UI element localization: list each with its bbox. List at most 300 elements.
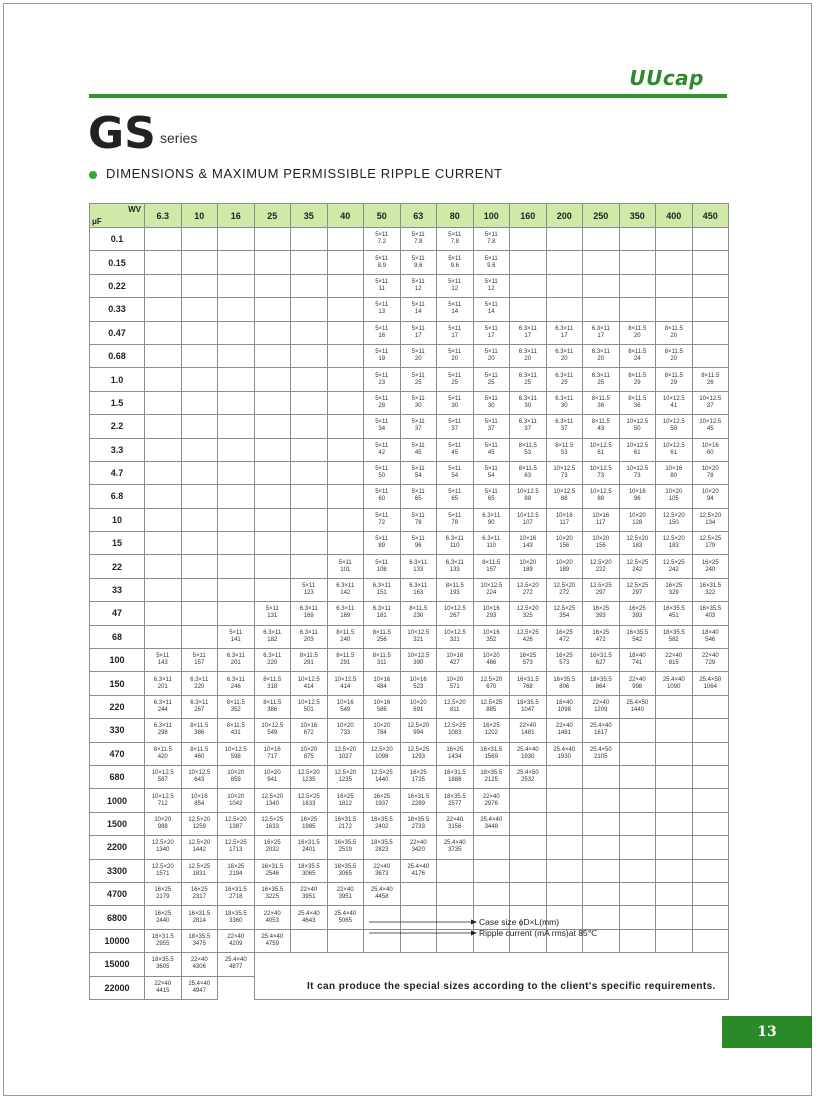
ripple-current: 1985 (302, 823, 316, 830)
ripple-current: 875 (303, 753, 314, 760)
case-size: 5×11 (411, 442, 425, 449)
spec-cell (327, 836, 364, 859)
voltage-header-row (90, 204, 729, 228)
ripple-current: 73 (633, 473, 641, 480)
spec-cell (473, 228, 510, 251)
ripple-current: 182 (267, 636, 278, 643)
empty-cell (327, 391, 364, 414)
case-size: 16×25 (555, 653, 573, 660)
case-size: 8×11.5 (555, 442, 574, 449)
case-size: 12.5×20 (297, 770, 320, 777)
ripple-current: 17 (451, 332, 459, 339)
case-size: 5×11 (411, 512, 425, 519)
ripple-current: 230 (413, 613, 424, 620)
empty-cell (327, 461, 364, 484)
ripple-current: 242 (668, 566, 679, 573)
ripple-current: 1633 (265, 823, 279, 830)
spec-cell (145, 882, 182, 905)
ripple-current: 3951 (338, 894, 352, 901)
spec-cell (254, 812, 291, 835)
ripple-current: 386 (194, 730, 205, 737)
ripple-current: 501 (303, 707, 314, 713)
ripple-current: 96 (414, 543, 422, 550)
table-row (90, 882, 729, 905)
case-size: 8×11.5 (190, 746, 209, 753)
ripple-current: 78 (414, 519, 422, 526)
ripple-current: 2976 (484, 800, 498, 807)
case-size: 5×11 (375, 325, 389, 332)
empty-cell (181, 438, 218, 461)
case-size: 10×12.5 (261, 723, 284, 730)
legend (367, 915, 597, 941)
case-size: 5×11 (302, 583, 316, 590)
ripple-current: 1340 (265, 800, 279, 807)
spec-cell (692, 508, 729, 531)
empty-cell (510, 882, 547, 905)
spec-cell (291, 695, 328, 718)
spec-cell (145, 695, 182, 718)
case-size: 5×11 (484, 232, 498, 239)
case-size: 10×16 (336, 700, 354, 706)
spec-cell (327, 649, 364, 672)
table-row (90, 789, 729, 812)
case-size: 5×11 (375, 442, 389, 449)
empty-cell (327, 274, 364, 297)
case-size: 8×11.5 (591, 419, 610, 426)
spec-cell (364, 485, 401, 508)
capacitance-cell: 68 (90, 625, 145, 648)
spec-cell (181, 695, 218, 718)
spec-cell (619, 649, 656, 672)
capacitance-cell: 220 (90, 695, 145, 718)
voltage-header: 50 (364, 204, 401, 228)
ripple-current: 1293 (411, 753, 425, 760)
ripple-current: 4176 (411, 870, 425, 877)
ripple-current: 1202 (484, 730, 498, 737)
ripple-current: 37 (414, 426, 422, 433)
spec-cell (364, 251, 401, 274)
ripple-current: 157 (486, 566, 497, 573)
empty-cell (583, 789, 620, 812)
ripple-current: 691 (413, 707, 424, 713)
case-size: 18×35.5 (151, 957, 174, 964)
case-size: 5×11 (484, 372, 498, 379)
case-size: 5×11 (448, 255, 462, 262)
ripple-current: 472 (559, 636, 570, 643)
ripple-current: 854 (194, 800, 205, 807)
case-size: 10×12.5 (589, 489, 612, 496)
ripple-current: 3475 (192, 940, 206, 947)
spec-cell (583, 438, 620, 461)
spec-cell (437, 836, 474, 859)
ripple-current: 1209 (594, 707, 608, 713)
ripple-current: 5065 (338, 917, 352, 924)
empty-cell (254, 438, 291, 461)
empty-cell (181, 578, 218, 601)
empty-cell (291, 251, 328, 274)
case-size: 12.5×20 (334, 770, 357, 777)
spec-cell (437, 672, 474, 695)
spec-cell (364, 532, 401, 555)
empty-cell (510, 859, 547, 882)
spec-cell (364, 391, 401, 414)
empty-cell (692, 765, 729, 788)
spec-cell (364, 812, 401, 835)
empty-cell (400, 882, 437, 905)
empty-cell (291, 415, 328, 438)
spec-cell (583, 578, 620, 601)
case-size: 18×35.5 (188, 933, 211, 940)
ripple-current: 72 (378, 519, 386, 526)
ripple-current: 7.8 (487, 239, 496, 246)
spec-cell (583, 672, 620, 695)
case-size: 8×11.5 (263, 676, 282, 683)
spec-cell (692, 438, 729, 461)
ripple-current: 427 (449, 660, 460, 667)
ripple-current: 193 (449, 590, 460, 597)
spec-cell (692, 578, 729, 601)
spec-cell (364, 882, 401, 905)
ripple-current: 321 (449, 636, 460, 643)
case-size: 5×11 (411, 489, 425, 496)
ripple-current: 17 (597, 332, 605, 339)
ripple-current: 352 (230, 707, 241, 713)
case-size: 10×20 (555, 559, 573, 566)
legend-case-size: Case size ϕD×L(mm) (479, 917, 560, 927)
case-size: 5×11 (411, 419, 425, 426)
empty-cell (254, 344, 291, 367)
case-size: 6.3×11 (555, 372, 574, 379)
case-size: 10×16 (446, 653, 464, 660)
capacitance-cell: 2200 (90, 836, 145, 859)
ripple-current: 42 (378, 449, 386, 456)
case-size: 12.5×25 (662, 559, 685, 566)
spec-cell (218, 695, 255, 718)
empty-cell (181, 228, 218, 251)
case-size: 8×11.5 (263, 700, 282, 706)
case-size: 16×31.5 (699, 583, 722, 590)
empty-cell (254, 485, 291, 508)
ripple-current: 29 (633, 379, 641, 386)
empty-cell (145, 321, 182, 344)
case-size: 10×12.5 (553, 489, 576, 496)
ripple-current: 3225 (265, 894, 279, 901)
spec-cell (583, 415, 620, 438)
ripple-current: 201 (157, 683, 168, 690)
case-size: 8×11.5 (409, 606, 428, 613)
empty-cell (546, 859, 583, 882)
ripple-current: 17 (524, 332, 532, 339)
ripple-current: 3605 (156, 964, 170, 971)
ripple-current: 30 (524, 402, 532, 409)
ripple-current: 2317 (192, 894, 206, 901)
ripple-current: 329 (668, 590, 679, 597)
case-size: 10×16 (701, 442, 719, 449)
empty-cell (254, 508, 291, 531)
spec-cell (656, 602, 693, 625)
spec-cell (400, 625, 437, 648)
empty-cell (692, 274, 729, 297)
case-size: 12.5×25 (443, 723, 466, 730)
ripple-current: 7.8 (414, 239, 423, 246)
capacitance-cell: 10 (90, 508, 145, 531)
spec-cell (327, 789, 364, 812)
case-size: 16×25 (227, 863, 245, 870)
case-size: 5×11 (411, 395, 425, 402)
empty-cell (291, 555, 328, 578)
case-size: 25.4×40 (553, 746, 576, 753)
spec-cell (145, 859, 182, 882)
ripple-current: 670 (486, 683, 497, 690)
empty-cell (254, 298, 291, 321)
case-size: 25.4×50 (699, 676, 722, 683)
case-size: 12.5×25 (407, 746, 430, 753)
case-size: 10×20 (592, 536, 610, 543)
case-size: 12.5×20 (370, 746, 393, 753)
ripple-current: 2532 (521, 777, 535, 784)
empty-cell (181, 321, 218, 344)
case-size: 8×11.5 (518, 466, 537, 473)
spec-cell (619, 461, 656, 484)
table-row (90, 742, 729, 765)
spec-cell (692, 602, 729, 625)
ripple-current: 108 (376, 566, 387, 573)
ripple-current: 150 (668, 519, 679, 526)
capacitance-cell: 100 (90, 649, 145, 672)
ripple-current: 712 (157, 800, 168, 807)
empty-cell (656, 929, 693, 952)
spec-cell (400, 344, 437, 367)
ripple-current: 94 (706, 496, 714, 503)
case-size: 8×11.5 (628, 372, 647, 379)
ripple-current: 1930 (557, 753, 571, 760)
spec-cell (510, 672, 547, 695)
ripple-current: 1569 (484, 753, 498, 760)
spec-cell (254, 929, 291, 952)
empty-cell (181, 344, 218, 367)
ripple-current: 142 (340, 590, 351, 597)
capacitance-cell: 680 (90, 765, 145, 788)
ripple-current: 431 (230, 730, 241, 737)
empty-cell (546, 836, 583, 859)
ripple-current: 1812 (338, 800, 352, 807)
ripple-current: 20 (633, 332, 641, 339)
spec-cell (583, 625, 620, 648)
ripple-current: 451 (668, 613, 679, 620)
case-size: 8×11.5 (299, 653, 318, 660)
ripple-current: 267 (449, 613, 460, 620)
voltage-header: 16 (218, 204, 255, 228)
case-size: 22×40 (154, 980, 172, 987)
spec-cell (473, 695, 510, 718)
spec-cell (546, 438, 583, 461)
spec-cell (364, 672, 401, 695)
spec-cell (546, 555, 583, 578)
empty-cell (181, 508, 218, 531)
ripple-current: 17 (414, 332, 422, 339)
empty-cell (327, 251, 364, 274)
ripple-current: 60 (378, 496, 386, 503)
spec-cell (473, 485, 510, 508)
case-size: 18×40 (701, 629, 719, 636)
case-size: 25.4×40 (407, 863, 430, 870)
case-size: 12.5×20 (480, 676, 503, 683)
capacitance-cell: 2.2 (90, 415, 145, 438)
empty-cell (619, 765, 656, 788)
spec-cell (510, 625, 547, 648)
capacitance-cell: 47 (90, 602, 145, 625)
case-size: 6.3×11 (518, 372, 537, 379)
case-size: 5×11 (448, 489, 462, 496)
case-size: 6.3×11 (153, 676, 172, 683)
spec-cell (400, 485, 437, 508)
ripple-current: 54 (414, 473, 422, 480)
case-size: 6.3×11 (409, 583, 428, 590)
ripple-current: 3360 (229, 917, 243, 924)
spec-cell (364, 555, 401, 578)
case-size: 8×11.5 (336, 629, 355, 636)
table-row (90, 672, 729, 695)
spec-cell (181, 789, 218, 812)
spec-cell (546, 742, 583, 765)
ripple-current: 50 (378, 473, 386, 480)
spec-cell (619, 415, 656, 438)
case-size: 22×40 (482, 793, 500, 800)
ripple-current: 2577 (448, 800, 462, 807)
case-size: 12.5×20 (699, 512, 722, 519)
ripple-current: 54 (487, 473, 495, 480)
capacitance-cell: 330 (90, 719, 145, 742)
ripple-current: 80 (670, 473, 678, 480)
case-size: 16×35.5 (699, 606, 722, 613)
spec-cell (437, 695, 474, 718)
spec-cell (583, 719, 620, 742)
empty-cell (145, 251, 182, 274)
spec-cell (437, 508, 474, 531)
case-size: 5×11 (375, 232, 389, 239)
empty-cell (254, 274, 291, 297)
case-size: 12.5×20 (188, 840, 211, 847)
case-size: 8×11.5 (628, 325, 647, 332)
case-size: 6.3×11 (591, 349, 610, 356)
spec-cell (327, 742, 364, 765)
ripple-current: 65 (487, 496, 495, 503)
case-size: 6.3×11 (555, 419, 574, 426)
spec-cell (364, 859, 401, 882)
empty-cell (546, 228, 583, 251)
case-size: 5×11 (411, 536, 425, 543)
ripple-current: 50 (633, 426, 641, 433)
ripple-current: 2125 (484, 777, 498, 784)
spec-cell (546, 321, 583, 344)
spec-cell (400, 415, 437, 438)
spec-cell (291, 882, 328, 905)
empty-cell (254, 251, 291, 274)
ripple-current: 117 (559, 519, 570, 526)
case-size: 6.3×11 (372, 606, 391, 613)
ripple-current: 37 (524, 426, 532, 433)
page-number: 13 (722, 1016, 812, 1048)
empty-cell (692, 695, 729, 718)
case-size: 8×11.5 (518, 442, 537, 449)
table-row (90, 228, 729, 251)
ripple-current: 414 (340, 683, 351, 690)
spec-cell (400, 391, 437, 414)
case-size: 8×11.5 (190, 723, 209, 730)
spec-cell (510, 391, 547, 414)
ripple-current: 466 (486, 660, 497, 667)
ripple-current: 20 (524, 356, 532, 363)
case-size: 25.4×50 (626, 700, 649, 706)
empty-cell (619, 812, 656, 835)
case-size: 10×16 (628, 489, 646, 496)
empty-cell (619, 789, 656, 812)
ripple-current: 19 (378, 356, 386, 363)
ripple-current: 2440 (156, 917, 170, 924)
empty-cell (291, 228, 328, 251)
case-size: 22×40 (336, 887, 354, 894)
ripple-current: 1888 (448, 777, 462, 784)
empty-cell (619, 298, 656, 321)
empty-cell (473, 836, 510, 859)
empty-cell (327, 929, 364, 952)
ripple-current: 73 (597, 473, 605, 480)
spec-cell (473, 812, 510, 835)
ripple-current: 169 (340, 613, 351, 620)
legend-ripple: Ripple current (mA rms)at 85℃ (479, 928, 598, 938)
spec-cell (437, 555, 474, 578)
case-size: 12.5×20 (516, 583, 539, 590)
ripple-current: 110 (449, 543, 460, 550)
spec-cell (364, 344, 401, 367)
case-size: 10×12.5 (626, 442, 649, 449)
ripple-current: 885 (486, 707, 497, 713)
case-size: 10×20 (701, 489, 719, 496)
case-size: 22×40 (227, 933, 245, 940)
case-size: 10×16 (373, 700, 391, 706)
spec-cell (291, 719, 328, 742)
empty-cell (327, 321, 364, 344)
spec-cell (291, 789, 328, 812)
empty-cell (656, 274, 693, 297)
case-size: 16×25 (446, 746, 464, 753)
spec-cell (619, 485, 656, 508)
spec-cell (291, 859, 328, 882)
ripple-current: 45 (487, 449, 495, 456)
ripple-current: 156 (595, 543, 606, 550)
ripple-current: 3735 (448, 847, 462, 854)
case-size: 6.3×11 (591, 372, 610, 379)
spec-cell (473, 391, 510, 414)
empty-cell (327, 228, 364, 251)
empty-cell (145, 391, 182, 414)
case-size: 5×11 (375, 278, 389, 285)
spec-cell (546, 461, 583, 484)
case-size: 25.4×50 (589, 746, 612, 753)
spec-cell (546, 532, 583, 555)
spec-cell (437, 578, 474, 601)
ripple-current: 29 (670, 379, 678, 386)
case-size: 10×12.5 (626, 419, 649, 426)
spec-cell (254, 695, 291, 718)
spec-cell (364, 368, 401, 391)
case-size: 5×11 (411, 325, 425, 332)
empty-cell (619, 228, 656, 251)
case-size: 10×12.5 (151, 793, 174, 800)
case-size: 5×11 (484, 325, 498, 332)
empty-cell (145, 578, 182, 601)
spec-cell (692, 368, 729, 391)
